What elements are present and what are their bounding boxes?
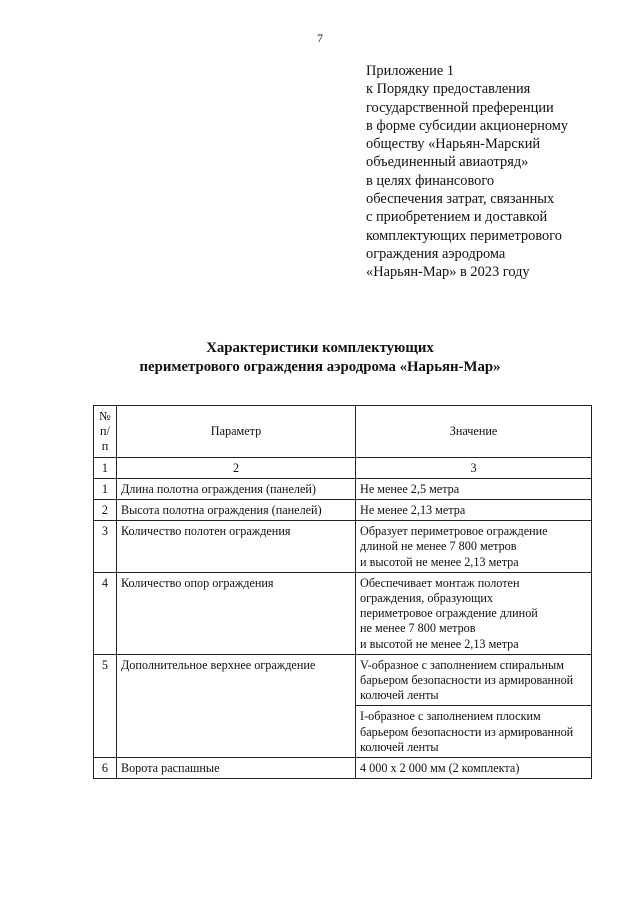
appendix-line: Приложение 1 — [366, 63, 455, 79]
appendix-line: в целях финансового — [366, 172, 495, 189]
characteristics-table — [93, 405, 592, 779]
table-row — [94, 758, 592, 779]
page-number: 7 — [317, 31, 323, 45]
row-parameter: Дополнительное верхнее ограждение — [116, 654, 355, 757]
row-parameter: Высота полотна ограждения (панелей) — [116, 500, 355, 521]
table-header-row — [94, 406, 592, 458]
row-parameter: Длина полотна ограждения (панелей) — [116, 478, 355, 499]
header-parameter: Параметр — [116, 406, 355, 458]
appendix-line: к Порядку предоставления — [366, 81, 531, 98]
header-value: Значение — [356, 406, 592, 458]
row-number: 2 — [94, 500, 117, 521]
table-row — [94, 500, 592, 521]
row-value: Образует периметровое ограждение длиной не менее 7 800 метров и высотой не менее 2,13 метра — [356, 521, 592, 573]
title-line-1: Характеристики комплектующих — [206, 340, 434, 356]
title-line-2: периметрового ограждения аэродрома «Нарьян-Мар» — [139, 358, 501, 375]
table-row — [94, 521, 592, 573]
row-parameter: Ворота распашные — [116, 758, 355, 779]
row-value: 4 000 х 2 000 мм (2 комплекта) — [356, 758, 592, 779]
appendix-line: в форме субсидии акционерному — [366, 117, 569, 134]
appendix-note — [366, 62, 626, 282]
document-title — [0, 339, 640, 376]
table-row — [94, 478, 592, 499]
table-row — [94, 572, 592, 654]
appendix-line: обеспечения затрат, связанных — [366, 191, 555, 208]
row-value-v-shaped: V-образное с заполнением спиральным барьером безопасности из армированной колючей ленты — [356, 654, 592, 706]
row-number: 4 — [94, 572, 117, 654]
row-number: 5 — [94, 654, 117, 757]
appendix-line: объединенный авиаотряд» — [366, 154, 529, 171]
appendix-line: комплектующих периметрового — [366, 227, 562, 244]
row-value: Обеспечивает монтаж полотен ограждения, образующих периметровое ограждение длиной не менее 7 800 метров и высотой не менее 2,13 метра — [356, 572, 592, 654]
row-value: Не менее 2,13 метра — [356, 500, 592, 521]
numbering-cell: 3 — [356, 457, 592, 478]
appendix-line: «Нарьян-Мар» в 2023 году — [366, 264, 530, 281]
table-numbering-row — [94, 457, 592, 478]
row-value: Не менее 2,5 метра — [356, 478, 592, 499]
appendix-line: ограждения аэродрома — [366, 245, 506, 262]
table-row — [94, 654, 592, 706]
numbering-cell: 1 — [94, 457, 117, 478]
appendix-line: государственной преференции — [366, 99, 554, 116]
header-number: № п/п — [94, 406, 117, 458]
row-number: 1 — [94, 478, 117, 499]
appendix-line: с приобретением и доставкой — [366, 209, 548, 226]
row-parameter: Количество полотен ограждения — [116, 521, 355, 573]
numbering-cell: 2 — [116, 457, 355, 478]
row-number: 3 — [94, 521, 117, 573]
row-parameter: Количество опор ограждения — [116, 572, 355, 654]
appendix-line: обществу «Нарьян-Марский — [366, 136, 541, 153]
row-value-i-shaped: I-образное с заполнением плоским барьером безопасности из армированной колючей ленты — [356, 706, 592, 758]
row-number: 6 — [94, 758, 117, 779]
